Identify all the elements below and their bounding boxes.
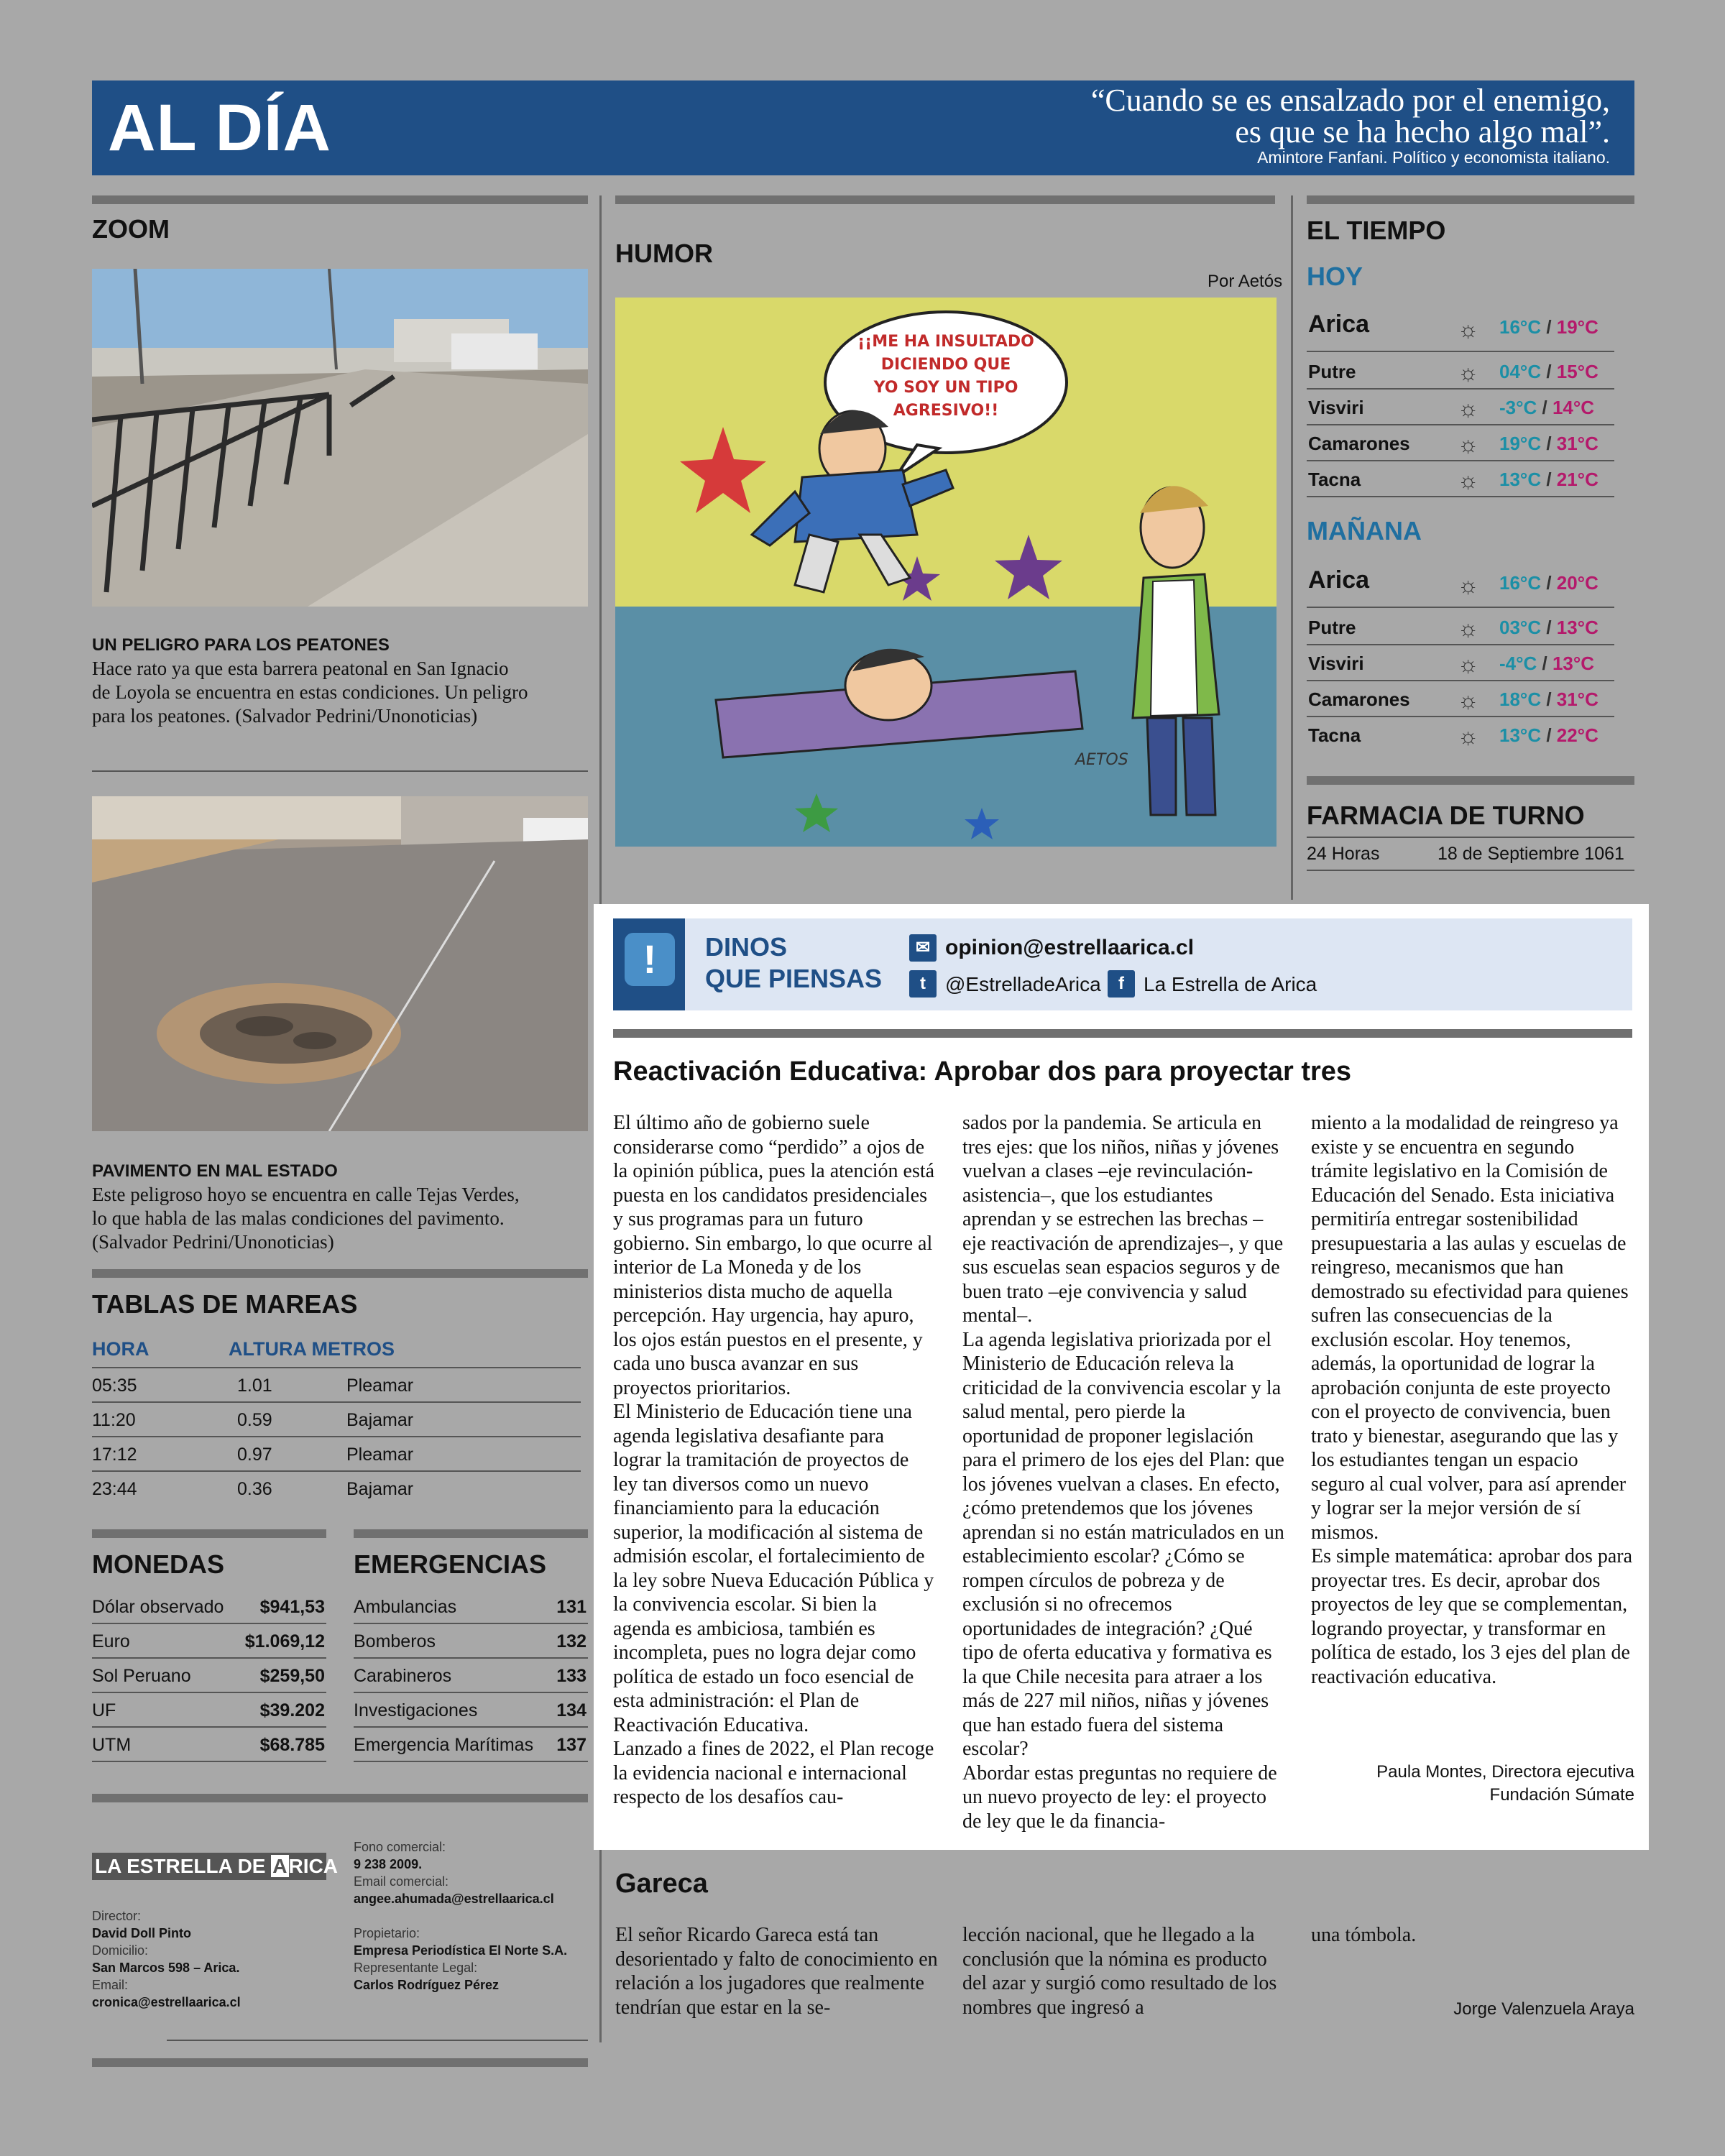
weather-row: [1307, 681, 1614, 717]
moneda-name: Euro: [92, 1631, 130, 1651]
article-headline: Reactivación Educativa: Aprobar dos para proyectar tres: [613, 1056, 1352, 1087]
humor-rule: [615, 195, 1275, 204]
weather-city: Tacna: [1308, 724, 1361, 746]
paragraph: El señor Ricardo Gareca está tan desorientado y falto de conocimiento en relación a los jugadores que realmente tendrían que estar en la se-: [615, 1924, 938, 2019]
dinos-que-piensas-banner: [613, 918, 1632, 1010]
emergencia-row: [354, 1659, 588, 1693]
twitter-icon: t: [909, 970, 937, 998]
weather-city: Camarones: [1308, 433, 1410, 454]
temp-min: 16°C: [1499, 572, 1542, 594]
weather-temps: 13°C / 22°C: [1499, 724, 1598, 746]
tide-altura: 0.97: [237, 1445, 272, 1465]
paragraph: lección nacional, que he llegado a la conclusión que la nómina es producto del azar y surgió como resultado de los nombres que ingresó a: [962, 1924, 1277, 2019]
moneda-name: Dólar observado: [92, 1597, 224, 1617]
moneda-value: $68.785: [259, 1735, 325, 1755]
monedas-rule: [92, 1529, 326, 1538]
moneda-value: $39.202: [259, 1700, 325, 1720]
paragraph: La agenda legislativa priorizada por el Ministerio de Educación releva la criticidad de la convivencia escolar y la salud mental, pero pierde la oportunidad de proponer legislación para el primero de los ejes del Plan: que los jóvenes vuelvan a clases. En efecto, ¿cómo pretendemos que los jóvenes aprendan si no están matriculados en un establecimiento escolar? ¿Cómo se rompen círculos de pobreza y de exclusión si no ofrecemos oportunidades de integración? ¿Qué tipo de oferta educativa y formativa es la que Chile necesita para atraer a los más de 227 mil niños, niñas y jóvenes que han estado fuera del sistema escolar?: [962, 1328, 1284, 1760]
weather-city: Visviri: [1308, 397, 1364, 418]
photo2-caption-line: (Salvador Pedrini/Unonoticias): [92, 1231, 334, 1253]
emergencia-number: 132: [556, 1631, 586, 1651]
masthead-right: [354, 1838, 588, 1994]
tide-tipo: Pleamar: [346, 1376, 414, 1396]
sun-icon: ☼: [1458, 359, 1479, 385]
opinion-email-link[interactable]: opinion@estrellaarica.cl: [945, 936, 1195, 959]
moneda-value: $941,53: [259, 1597, 325, 1617]
weather-today-label: HOY: [1307, 262, 1363, 291]
weather-temps: -4°C / 13°C: [1499, 653, 1595, 674]
temp-min: 16°C: [1499, 316, 1542, 338]
paragraph: una tómbola.: [1311, 1924, 1417, 1946]
emergencia-number: 137: [556, 1735, 586, 1755]
dinos-title: [705, 931, 882, 995]
humor-byline: Por Aetós: [1208, 272, 1283, 291]
temp-min: -3°C: [1499, 397, 1537, 418]
sun-icon: ☼: [1458, 395, 1479, 421]
paragraph: miento a la modalidad de reingreso ya existe y se encuentra en segundo trámite legislativo en la Comisión de Educación del Senado. Esta iniciativa permitiría entregar sostenibilidad presupuestaria a las aulas y escuelas de reingreso, mecanismos que han demostrado su efectividad para quienes sufren las consecuencias de la exclusión escolar. Hoy tenemos, además, la oportunidad de lograr la aprobación conjunta de este proyecto con el proyecto de convivencia, buen trato y bienestar, asegurando que las y los estudiantes tengan un espacio seguro al cual volver, para así aprender y lograr ser la mejor versión de sí mismos.: [1311, 1112, 1629, 1544]
photo1-caption-line: Hace rato ya que esta barrera peatonal en San Ignacio: [92, 658, 509, 679]
weather-temps: -3°C / 14°C: [1499, 397, 1595, 418]
paragraph: sados por la pandemia. Se articula en tres ejes: que los niños, niñas y jóvenes vuelvan a clases –eje revinculación-asistencia–, que los estudiantes aprendan y se estrechen las brechas –eje reactivación de aprendizajes–, y que sus escuelas sean espacios seguros y de buen trato –eje convivencia y salud mental–.: [962, 1112, 1284, 1327]
tide-altura: 0.36: [237, 1479, 272, 1499]
domicilio-value: San Marcos 598 – Arica.: [92, 1961, 240, 1975]
divider: [1307, 870, 1634, 871]
fono-label: Fono comercial:: [354, 1840, 446, 1854]
weather-temps: 16°C / 20°C: [1499, 572, 1598, 594]
weather-row: [1307, 717, 1614, 753]
weather-row: [1307, 461, 1614, 497]
emergencia-row: [354, 1590, 588, 1624]
divider: [92, 770, 588, 772]
newspaper-logo: [92, 1853, 338, 1880]
sun-icon: ☼: [1458, 316, 1479, 342]
weather-row: [1307, 645, 1614, 681]
quote-author: Amintore Fanfani. Político y economista italiano.: [1257, 148, 1610, 167]
article-column: [613, 1111, 937, 1810]
moneda-row: [92, 1590, 326, 1624]
tides-title: TABLAS DE MAREAS: [92, 1289, 358, 1319]
tide-row: [92, 1368, 581, 1403]
logo-text: LA ESTRELLA DE: [95, 1855, 272, 1877]
logo-a-icon: A: [272, 1855, 288, 1877]
sun-icon: ☼: [1458, 651, 1479, 677]
temp-min: 18°C: [1499, 688, 1542, 710]
divider: [1307, 837, 1634, 838]
temp-max: 31°C: [1556, 688, 1598, 710]
temp-max: 31°C: [1556, 433, 1598, 454]
sun-icon: ☼: [1458, 431, 1479, 457]
propietario-label: Propietario:: [354, 1926, 420, 1940]
tides-header-row: [92, 1337, 581, 1368]
temp-max: 14°C: [1552, 397, 1595, 418]
cartoon-signature: AETOS: [1075, 751, 1128, 769]
temp-min: 13°C: [1499, 469, 1542, 490]
weather-row: [1307, 425, 1614, 461]
speech-line: DICIENDO QUE: [880, 356, 1011, 374]
weather-city: Arica: [1308, 566, 1370, 594]
temp-max: 21°C: [1556, 469, 1598, 490]
letter-column: [615, 1923, 939, 2019]
zoom-title: ZOOM: [92, 214, 170, 244]
sun-icon: ☼: [1458, 467, 1479, 493]
moneda-row: [92, 1624, 326, 1659]
weather-temps: 16°C / 19°C: [1499, 316, 1598, 338]
tides-rule: [92, 1269, 588, 1278]
paragraph: Abordar estas preguntas no requiere de un nuevo proyecto de ley: el proyecto de ley que le da financia-: [962, 1761, 1277, 1833]
tide-altura: 1.01: [237, 1376, 272, 1396]
humor-title: HUMOR: [615, 239, 713, 268]
email-com-label: Email comercial:: [354, 1874, 449, 1889]
moneda-value: $1.069,12: [244, 1631, 325, 1651]
facebook-link[interactable]: La Estrella de Arica: [1144, 973, 1317, 995]
dinos-line: QUE PIENSAS: [705, 964, 883, 993]
emergencia-row: [354, 1728, 588, 1762]
weather-row: [1307, 354, 1614, 390]
zoom-rule: [92, 195, 588, 204]
author-line: Fundación Súmate: [1489, 1785, 1634, 1805]
pharmacy-hours: 24 Horas: [1307, 844, 1380, 864]
temp-max: 13°C: [1552, 653, 1595, 674]
tide-hora: 11:20: [92, 1410, 136, 1430]
tide-hora: 17:12: [92, 1445, 137, 1465]
emergencias-table: [354, 1590, 588, 1762]
photo1-caption-title: UN PELIGRO PARA LOS PEATONES: [92, 635, 390, 655]
representante-label: Representante Legal:: [354, 1961, 478, 1975]
moneda-name: Sol Peruano: [92, 1666, 191, 1686]
temp-max: 15°C: [1556, 361, 1598, 382]
temp-min: 04°C: [1499, 361, 1542, 382]
temp-min: 19°C: [1499, 433, 1542, 454]
moneda-row: [92, 1728, 326, 1762]
moneda-name: UTM: [92, 1735, 132, 1755]
tides-col-hora: HORA: [92, 1338, 150, 1360]
exclamation-icon: !: [625, 933, 675, 986]
header-quote: [1091, 85, 1610, 148]
tide-row: [92, 1472, 581, 1506]
speech-line: ¡¡ME HA INSULTADO: [857, 333, 1034, 351]
speech-line: AGRESIVO!!: [893, 402, 999, 420]
email-value: cronica@estrellaarica.cl: [92, 1995, 241, 2009]
photo2-caption-line: lo que habla de las malas condiciones del pavimento.: [92, 1207, 505, 1229]
weather-row: [1307, 609, 1614, 645]
moneda-value: $259,50: [259, 1666, 325, 1686]
humor-cartoon: [615, 298, 1276, 847]
emergencia-name: Emergencia Marítimas: [354, 1735, 534, 1755]
weather-row: [1307, 563, 1614, 608]
tide-altura: 0.59: [237, 1410, 272, 1430]
photo1-caption-line: para los peatones. (Salvador Pedrini/Unonoticias): [92, 705, 478, 727]
emergencia-row: [354, 1624, 588, 1659]
monedas-title: MONEDAS: [92, 1549, 225, 1579]
twitter-link[interactable]: @EstrelladeArica: [945, 973, 1101, 995]
domicilio-label: Domicilio:: [92, 1943, 149, 1958]
letter-author: Jorge Valenzuela Araya: [1453, 1999, 1634, 2019]
director-label: Director:: [92, 1909, 142, 1923]
temp-max: 20°C: [1556, 572, 1598, 594]
tide-hora: 05:35: [92, 1376, 137, 1396]
section-title: AL DÍA: [108, 91, 331, 165]
weather-city: Putre: [1308, 361, 1356, 382]
weather-city: Putre: [1308, 617, 1356, 638]
emergencia-name: Bomberos: [354, 1631, 436, 1651]
temp-min: 03°C: [1499, 617, 1542, 638]
weather-city: Arica: [1308, 310, 1370, 338]
photo1-caption: [92, 657, 588, 728]
director-name: David Doll Pinto: [92, 1926, 192, 1940]
weather-city: Visviri: [1308, 653, 1364, 674]
badge: [613, 918, 685, 1010]
weather-city: Tacna: [1308, 469, 1361, 490]
section-header: [92, 80, 1634, 175]
pharmacy-address: 18 de Septiembre 1061: [1438, 844, 1624, 864]
tide-hora: 23:44: [92, 1479, 137, 1499]
weather-temps: 04°C / 15°C: [1499, 361, 1598, 382]
bottom-rule: [92, 2058, 588, 2067]
tide-row: [92, 1437, 581, 1472]
author-line: Paula Montes, Directora ejecutiva: [1376, 1762, 1634, 1782]
sun-icon: ☼: [1458, 723, 1479, 749]
paragraph: El último año de gobierno suele considerarse como “perdido” a ojos de la opinión pública, pues la atención está puesta en los candidatos presidenciales y sus programas para un futuro gobierno. Sin embargo, lo que ocurre al interior de La Moneda y de los ministerios dista mucho de aquella percepción. Hay urgencia, hay apuro, los ojos están puestos en el presente, y cada uno busca avanzar en sus proyectos prioritarios.: [613, 1112, 935, 1399]
tide-tipo: Bajamar: [346, 1479, 414, 1499]
paragraph: El Ministerio de Educación tiene una agenda legislativa desafiante para lograr la tramitación de proyectos de ley tan diversos como un nuevo financiamiento para la educación superior, la modificación al sistema de admisión escolar, el fortalecimiento de la ley sobre Nueva Educación Pública y la convivencia escolar. Si bien la agenda es ambiciosa, también es incompleta, pues no logra dejar como política de estado un foco esencial de esta administración: el Plan de Reactivación Educativa.: [613, 1401, 934, 1736]
photo1-caption-line: de Loyola se encuentra en estas condiciones. Un peligro: [92, 681, 528, 703]
temp-max: 19°C: [1556, 316, 1598, 338]
temp-max: 22°C: [1556, 724, 1598, 746]
weather-tomorrow-label: MAÑANA: [1307, 516, 1422, 545]
quote-line-2: es que se ha hecho algo mal”.: [1235, 114, 1610, 149]
representante-value: Carlos Rodríguez Pérez: [354, 1978, 500, 1992]
masthead-left: [92, 1907, 329, 2011]
letter-column: [962, 1923, 1286, 2019]
fono-value: 9 238 2009.: [354, 1857, 423, 1871]
email-com-value: angee.ahumada@estrellaarica.cl: [354, 1892, 554, 1906]
emergencia-name: Ambulancias: [354, 1597, 457, 1617]
weather-row: [1307, 390, 1614, 425]
divider: [167, 2040, 588, 2041]
tide-tipo: Pleamar: [346, 1445, 414, 1465]
weather-rule: [1307, 195, 1634, 204]
speech-line: YO SOY UN TIPO: [873, 379, 1018, 397]
temp-min: -4°C: [1499, 653, 1537, 674]
pharmacy-rule: [1307, 776, 1634, 785]
letter-title: Gareca: [615, 1869, 708, 1899]
dinos-line: DINOS: [705, 932, 788, 962]
sun-icon: ☼: [1458, 572, 1479, 598]
tide-row: [92, 1403, 581, 1437]
pharmacy-title: FARMACIA DE TURNO: [1307, 801, 1585, 830]
zoom-photo-barrier: [92, 269, 588, 607]
zoom-photo-pothole: [92, 796, 588, 1131]
sun-icon: ☼: [1458, 687, 1479, 713]
photo2-caption: [92, 1183, 588, 1254]
paragraph: Es simple matemática: aprobar dos para proyectar tres. Es decir, aprobar dos proyectos de ley que se complementan, logrando proyectar, y transformar en política de estado, los 3 ejes del plan de reactivación educativa.: [1311, 1545, 1633, 1688]
masthead-rule: [92, 1794, 588, 1802]
monedas-table: [92, 1590, 326, 1762]
article-rule: [613, 1029, 1632, 1038]
photo2-caption-line: Este peligroso hoyo se encuentra en calle Tejas Verdes,: [92, 1184, 520, 1205]
tide-tipo: Bajamar: [346, 1410, 414, 1430]
moneda-name: UF: [92, 1700, 116, 1720]
temp-min: 13°C: [1499, 724, 1542, 746]
tides-col-altura: ALTURA METROS: [229, 1338, 395, 1360]
article-column: [962, 1111, 1286, 1833]
email-icon: ✉: [909, 934, 937, 962]
photo2-caption-title: PAVIMENTO EN MAL ESTADO: [92, 1161, 338, 1181]
emergencia-name: Investigaciones: [354, 1700, 478, 1720]
emergencia-number: 134: [556, 1700, 586, 1720]
quote-line-1: “Cuando se es ensalzado por el enemigo,: [1090, 83, 1610, 118]
article-column: [1311, 1111, 1634, 1689]
article-author: [1311, 1761, 1634, 1807]
emergencias-title: EMERGENCIAS: [354, 1549, 547, 1579]
emergencia-number: 131: [556, 1597, 586, 1617]
sun-icon: ☼: [1458, 615, 1479, 641]
column-separator: [1291, 195, 1293, 900]
facebook-icon: f: [1108, 970, 1135, 998]
weather-row: [1307, 308, 1614, 352]
weather-title: EL TIEMPO: [1307, 216, 1446, 245]
logo-text: RICA: [288, 1855, 338, 1877]
email-label: Email:: [92, 1978, 129, 1992]
letter-column: [1311, 1923, 1634, 1948]
moneda-row: [92, 1659, 326, 1693]
weather-temps: 13°C / 21°C: [1499, 469, 1598, 490]
emergencia-name: Carabineros: [354, 1666, 452, 1686]
propietario-value: Empresa Periodística El Norte S.A.: [354, 1943, 568, 1958]
emergencia-row: [354, 1693, 588, 1728]
paragraph: Lanzado a fines de 2022, el Plan recoge la evidencia nacional e internacional respecto de los desafíos cau-: [613, 1738, 934, 1808]
emergencias-rule: [354, 1529, 588, 1538]
weather-temps: 18°C / 31°C: [1499, 688, 1598, 710]
temp-max: 13°C: [1556, 617, 1598, 638]
emergencia-number: 133: [556, 1666, 586, 1686]
moneda-row: [92, 1693, 326, 1728]
weather-temps: 19°C / 31°C: [1499, 433, 1598, 454]
weather-city: Camarones: [1308, 688, 1410, 710]
weather-temps: 03°C / 13°C: [1499, 617, 1598, 638]
